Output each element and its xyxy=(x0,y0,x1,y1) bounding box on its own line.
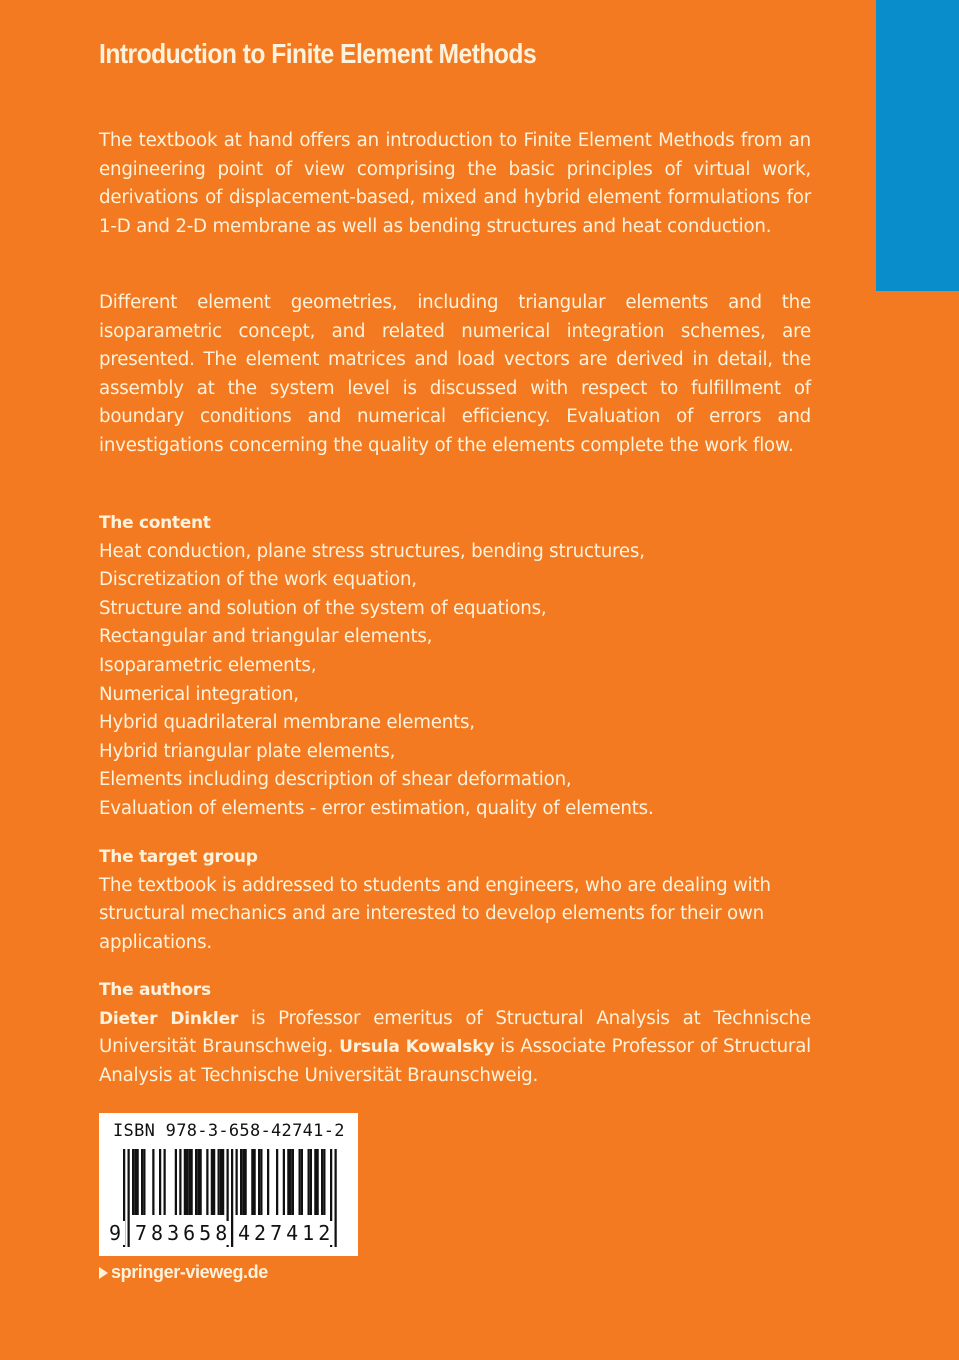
author-1-name: Dieter Dinkler xyxy=(99,1008,239,1029)
barcode-bar xyxy=(321,1149,323,1215)
barcode-bar xyxy=(258,1149,260,1215)
barcode-bar xyxy=(137,1149,139,1215)
content-item: Hybrid triangular plate elements, xyxy=(99,740,396,762)
content-section xyxy=(99,509,811,824)
barcode-bar xyxy=(299,1149,301,1215)
barcode-bar xyxy=(323,1149,325,1215)
authors-section xyxy=(99,976,811,1090)
barcode-bar xyxy=(141,1149,143,1215)
barcode-bar xyxy=(213,1149,215,1215)
barcode-digit-first: 9 xyxy=(109,1221,126,1245)
barcode-bar xyxy=(283,1149,285,1215)
barcode-bar xyxy=(186,1149,188,1215)
barcode-bar xyxy=(191,1149,193,1215)
authors-text xyxy=(99,1005,811,1091)
barcode-bar xyxy=(290,1149,292,1215)
blue-accent-tab xyxy=(876,0,959,291)
barcode-bar xyxy=(179,1149,181,1215)
barcode-bar xyxy=(128,1149,130,1247)
barcode-bar xyxy=(132,1149,134,1215)
barcode-bar xyxy=(164,1149,166,1215)
target-group-text: The textbook is addressed to students and engineers, who are dealing with structural mechanics and are interested to develop elements for their own applications. xyxy=(99,874,771,953)
play-arrow-icon xyxy=(99,1267,108,1279)
target-group-section xyxy=(99,843,811,957)
barcode-bar xyxy=(220,1149,222,1215)
barcode-bar xyxy=(159,1149,161,1215)
book-title: Introduction to Finite Element Methods xyxy=(99,38,537,69)
content-item: Numerical integration, xyxy=(99,683,299,705)
barcode-bar xyxy=(240,1149,242,1215)
content-item: Evaluation of elements - error estimation, quality of elements. xyxy=(99,797,654,819)
content-item: Rectangular and triangular elements, xyxy=(99,626,433,648)
barcode-bar xyxy=(267,1149,269,1215)
barcode-bar xyxy=(143,1149,145,1215)
barcode-bar xyxy=(236,1149,238,1215)
content-item: Elements including description of shear deformation, xyxy=(99,769,572,791)
description-paragraph-1: The textbook at hand offers an introduction to Finite Element Methods from an engineering point of view comprising the basic principles of virtual work, derivations of displacement-based, mixed and hybrid element formulations for 1-D and 2-D membrane as well as bending structures and heat conduction. xyxy=(99,130,811,237)
barcode-bar xyxy=(254,1149,256,1215)
barcode-bar xyxy=(195,1149,197,1215)
barcode-bar xyxy=(231,1149,233,1247)
barcode-bar xyxy=(292,1149,294,1215)
authors-heading: The authors xyxy=(99,980,211,1000)
barcode-bar xyxy=(222,1149,224,1215)
content-item: Discretization of the work equation, xyxy=(99,569,417,591)
target-group-heading: The target group xyxy=(99,847,258,867)
isbn-label: ISBN 978-3-658-42741-2 xyxy=(113,1121,345,1141)
barcode-bar xyxy=(134,1149,136,1215)
barcode-bar xyxy=(242,1149,244,1215)
publisher-link[interactable] xyxy=(99,1262,268,1283)
barcode-bar xyxy=(200,1149,202,1215)
barcode-bar xyxy=(317,1149,319,1215)
barcode-bar xyxy=(287,1149,289,1215)
author-1-bio: is Professor emeritus of Structural Analysis at Technische Universität Braunschweig. xyxy=(99,1007,811,1058)
author-2-bio: is Associate Professor of Structural Analysis at Technische Universität Braunschweig. xyxy=(99,1036,811,1086)
description-paragraph-2: Different element geometries, including triangular elements and the isoparametric concept, and related numerical integration schemes, are presented. The element matrices and load vectors are derived in detail, the assembly at the system level is discussed with respect to fulfillment of boundary conditions and numerical efficiency. Evaluation of errors and investigations concerning the quality of the elements complete the work flow. xyxy=(99,292,811,456)
publisher-url: springer-vieweg.de xyxy=(111,1262,268,1282)
barcode-digits-left: 783658 xyxy=(135,1221,232,1245)
barcode-bar xyxy=(308,1149,310,1215)
barcode-bar xyxy=(211,1149,213,1215)
content-item: Heat conduction, plane stress structures, bending structures, xyxy=(99,540,645,562)
barcode-bar xyxy=(260,1149,262,1215)
barcode-bar xyxy=(335,1149,337,1247)
barcode-bar xyxy=(188,1149,190,1215)
author-2-name: Ursula Kowalsky xyxy=(339,1037,495,1058)
content-heading: The content xyxy=(99,513,211,533)
content-item: Structure and solution of the system of equations, xyxy=(99,597,547,619)
barcode-bar xyxy=(245,1149,247,1215)
barcode-bar xyxy=(314,1149,316,1215)
barcode-digits-right: 427412 xyxy=(238,1221,335,1245)
barcode-bar xyxy=(251,1149,253,1215)
barcode-bar xyxy=(218,1149,220,1215)
barcode-bar xyxy=(197,1149,199,1215)
barcode-bar xyxy=(276,1149,278,1215)
barcode-bar xyxy=(206,1149,208,1215)
barcode-bar xyxy=(310,1149,312,1215)
barcode-bar xyxy=(175,1149,177,1215)
barcode-bar xyxy=(301,1149,303,1215)
barcode-bar xyxy=(184,1149,186,1215)
barcode-bar xyxy=(152,1149,154,1215)
isbn-barcode xyxy=(99,1113,358,1256)
content-item: Isoparametric elements, xyxy=(99,654,317,676)
content-item: Hybrid quadrilateral membrane elements, xyxy=(99,712,475,734)
